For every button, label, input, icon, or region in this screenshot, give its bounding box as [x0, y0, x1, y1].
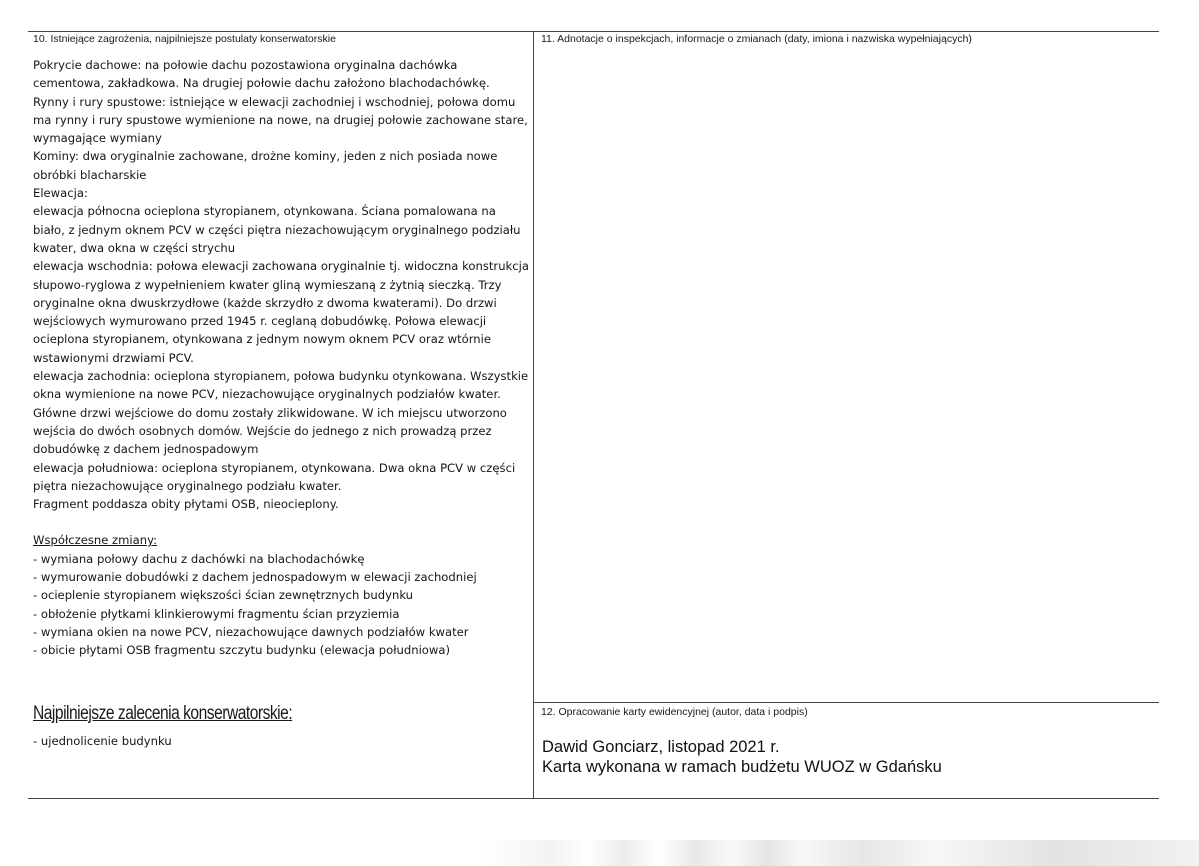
column-divider [533, 31, 534, 798]
funding-line: Karta wykonana w ramach budżetu WUOZ w Gdańsku [542, 758, 942, 776]
bottom-border [28, 798, 1159, 799]
paragraph-attic: Fragment poddasza obity płytami OSB, nieocieplony. [33, 497, 339, 512]
paragraph-elevation-south: elewacja południowa: ocieplona styropianem, otynkowana. Dwa okna PCV w części piętra niezachowujące oryginalnego podziału kwater. [33, 460, 516, 493]
scan-shadow [0, 840, 1199, 866]
change-item: - wymiana połowy dachu z dachówki na blachodachówkę [33, 551, 365, 566]
paragraph-elevation-west: elewacja zachodnia: ocieplona styropianem, połowa budynku otynkowana. Wszystkie okna wymienione na nowe PCV, niezachowujące oryginalnych podziałów kwater. Główne drzwi wejściowe do domu zostały zlikwidowane. W ich miejscu utworzono wejścia do dwóch osobnych domów. Wejście do jednego z nich prowadzą przez dobudówkę z dachem jednospadowym [33, 369, 529, 457]
top-border [28, 31, 1159, 32]
change-item: - obłożenie płytkami klinkierowymi fragmentu ścian przyziemia [33, 606, 400, 621]
section11-header: 11. Adnotacje o inspekcjach, informacje o zmianach (daty, imiona i nazwiska wypełniających) [541, 33, 972, 45]
paragraph-gutters: Rynny i rury spustowe: istniejące w elewacji zachodniej i wschodniej, połowa domu ma rynny i rury spustowe wymienione na nowe, na drugiej połowie zachowane stare, wymagające wymiany [33, 94, 528, 146]
change-item: - wymiana okien na nowe PCV, niezachowujące dawnych podziałów kwater [33, 624, 469, 639]
recommendations-title: Najpilniejsze zalecenia konserwatorskie: [33, 703, 293, 724]
section10-body [33, 56, 531, 660]
change-item: - ocieplenie styropianem większości ścian zewnętrznych budynku [33, 588, 414, 603]
section10-header: 10. Istniejące zagrożenia, najpilniejsze postulaty konserwatorskie [33, 33, 336, 45]
paragraph-roof: Pokrycie dachowe: na połowie dachu pozostawiona oryginalna dachówka cementowa, zakładkowa. Na drugiej połowie dachu założono blachodachówkę. [33, 58, 490, 91]
author-block [542, 737, 942, 777]
author-line: Dawid Gonciarz, listopad 2021 r. [542, 738, 780, 756]
changes-title: Współczesne zmiany: [33, 533, 158, 548]
paragraph-elevation-heading: Elewacja: [33, 186, 88, 201]
spacer [33, 513, 531, 531]
section12-header: 12. Opracowanie karty ewidencyjnej (autor, data i podpis) [541, 706, 808, 718]
paragraph-chimneys: Kominy: dwa oryginalnie zachowane, drożne kominy, jeden z nich posiada nowe obróbki blacharskie [33, 149, 498, 182]
paragraph-elevation-north: elewacja północna ocieplona styropianem, otynkowana. Ściana pomalowana na biało, z jednym oknem PCV w części piętra niezachowującym oryginalnego podziału kwater, dwa okna w części strychu [33, 204, 521, 255]
paragraph-elevation-east: elewacja wschodnia: połowa elewacji zachowana oryginalnie tj. widoczna konstrukcja słupowo-ryglowa z wypełnieniem kwater gliną wymieszaną z żytnią sieczką. Trzy oryginalne okna dwuskrzydłowe (każde skrzydło z dwoma kwaterami). Do drzwi wejściowych wymurowano przed 1945 r. ceglaną dobudówkę. Połowa elewacji ocieplona styropianem, otynkowana z jednym nowym oknem PCV oraz wtórnie wstawionymi drzwiami PCV. [33, 259, 529, 365]
recommendation-item: - ujednolicenie budynku [33, 734, 172, 748]
change-item: - obicie płytami OSB fragmentu szczytu budynku (elewacja południowa) [33, 643, 451, 658]
change-item: - wymurowanie dobudówki z dachem jednospadowym w elewacji zachodniej [33, 570, 477, 585]
section12-top-border [533, 702, 1159, 703]
